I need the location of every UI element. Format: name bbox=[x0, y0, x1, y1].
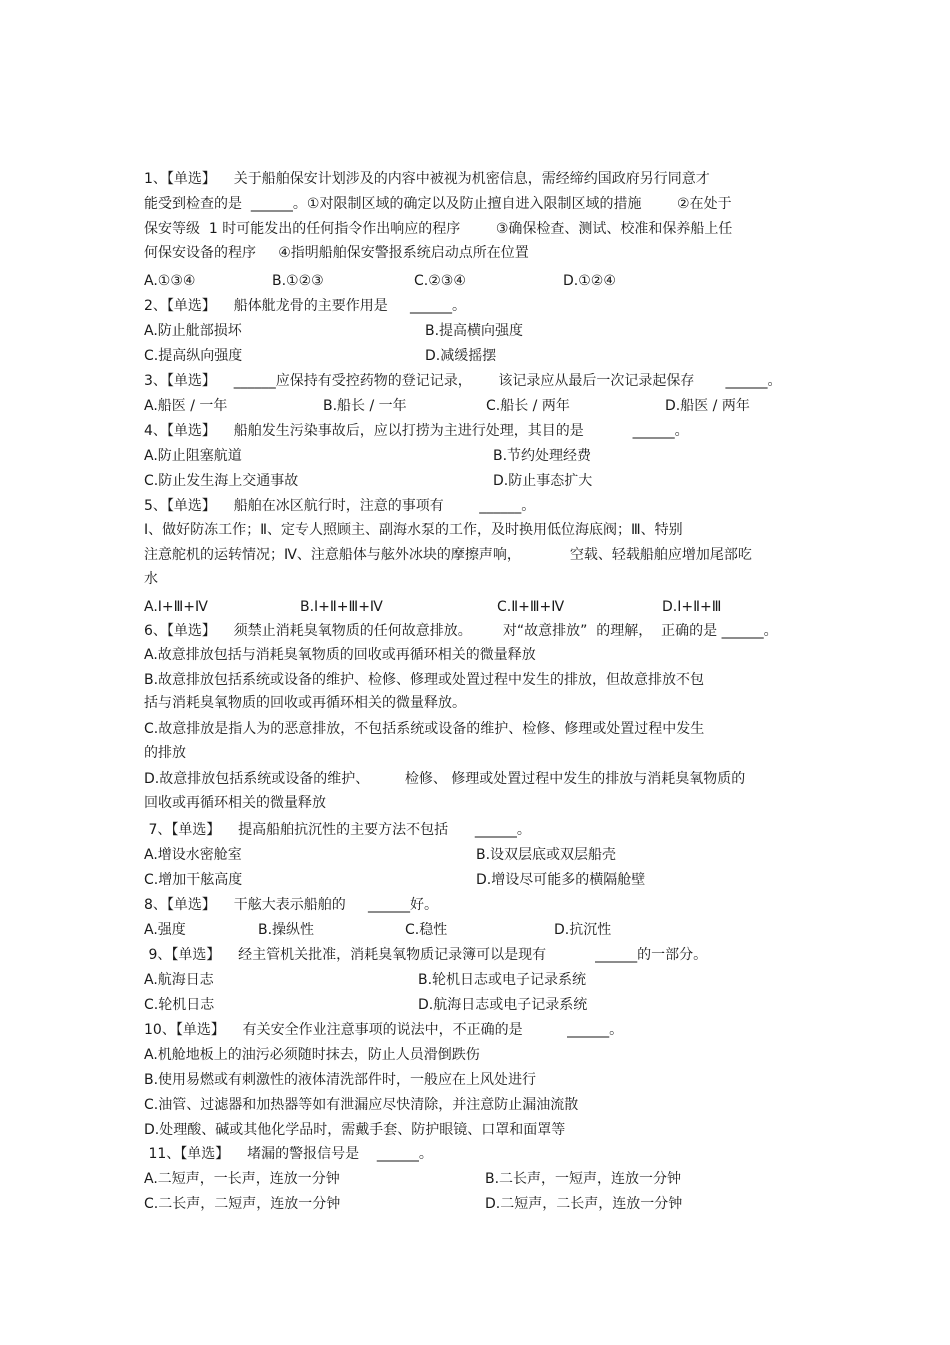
question-6-line-8: 回收或再循环相关的微量释放 bbox=[144, 795, 326, 811]
question-1-line-4: 何保安设备的程序 ④指明船舶保安警报系统启动点所在位置 bbox=[144, 245, 529, 261]
question-6-line-1: 6、【单选】 须禁止消耗臭氧物质的任何故意排放。 对“故意排放” 的理解， 正确的是 ______。 bbox=[144, 623, 778, 639]
question-3-option-c: C.船长 / 两年 bbox=[486, 398, 570, 414]
question-7-line-1: 7、【单选】 提高船舶抗沉性的主要方法不包括 ______。 bbox=[144, 822, 531, 838]
question-2-option-c: C.提高纵向强度 bbox=[144, 348, 243, 364]
question-1-option-b: B.①②③ bbox=[272, 273, 324, 289]
question-5-line-1: 5、【单选】 船舶在冰区航行时，注意的事项有 ______。 bbox=[144, 498, 536, 514]
question-9-line-1: 9、【单选】 经主管机关批准，消耗臭氧物质记录簿可以是现有 ______的一部分。 bbox=[144, 947, 708, 963]
question-5-line-2: Ⅰ、做好防冻工作；Ⅱ、定专人照顾主、副海水泵的工作，及时换用低位海底阀；Ⅲ、特别 bbox=[144, 522, 683, 538]
question-9-option-a: A.航海日志 bbox=[144, 972, 214, 988]
question-1-option-d: D.①②④ bbox=[563, 273, 616, 289]
question-4-option-d: D.防止事态扩大 bbox=[493, 473, 593, 489]
question-6-line-6: 的排放 bbox=[144, 745, 186, 761]
question-11-option-a: A.二短声，一长声，连放一分钟 bbox=[144, 1171, 340, 1187]
question-3-option-a: A.船医 / 一年 bbox=[144, 398, 228, 414]
question-1-line-1: 1、【单选】 关于船舶保安计划涉及的内容中被视为机密信息，需经缔约国政府另行同意才 bbox=[144, 171, 710, 187]
question-4-option-a: A.防止阻塞航道 bbox=[144, 448, 242, 464]
question-4-option-b: B.节约处理经费 bbox=[493, 448, 592, 464]
question-11-option-d: D.二短声，二长声，连放一分钟 bbox=[485, 1196, 683, 1212]
question-7-option-b: B.设双层底或双层船壳 bbox=[476, 847, 617, 863]
question-8-option-a: A.强度 bbox=[144, 922, 186, 938]
question-5-option-b: B.Ⅰ+Ⅱ+Ⅲ+Ⅳ bbox=[300, 599, 383, 615]
question-8-line-1: 8、【单选】 干舷大表示船舶的 ______好。 bbox=[144, 897, 438, 913]
question-10-line-2: A.机舱地板上的油污必须随时抹去，防止人员滑倒跌伤 bbox=[144, 1047, 480, 1063]
question-6-line-7: D.故意排放包括系统或设备的维护、 检修、 修理或处置过程中发生的排放与消耗臭氧物质的 bbox=[144, 771, 746, 787]
question-7-option-c: C.增加干舷高度 bbox=[144, 872, 243, 888]
question-7-option-a: A.增设水密舱室 bbox=[144, 847, 242, 863]
question-11-option-b: B.二长声，一短声，连放一分钟 bbox=[485, 1171, 682, 1187]
question-10-line-3: B.使用易燃或有刺激性的液体清洗部件时，一般应在上风处进行 bbox=[144, 1072, 537, 1088]
question-1-line-2: 能受到检查的是 ______。①对限制区域的确定以及防止擅自进入限制区域的措施 ②在处于 bbox=[144, 196, 732, 212]
question-6-line-5: C.故意排放是指人为的恶意排放，不包括系统或设备的维护、检修、修理或处置过程中发生 bbox=[144, 721, 705, 737]
question-1-option-c: C.②③④ bbox=[414, 273, 466, 289]
question-6-line-3: B.故意排放包括系统或设备的维护、检修、修理或处置过程中发生的排放，但故意排放不包 bbox=[144, 672, 705, 688]
question-2-option-b: B.提高横向强度 bbox=[425, 323, 524, 339]
question-8-option-c: C.稳性 bbox=[405, 922, 448, 938]
question-9-option-c: C.轮机日志 bbox=[144, 997, 215, 1013]
question-6-line-2: A.故意排放包括与消耗臭氧物质的回收或再循环相关的微量释放 bbox=[144, 647, 536, 663]
question-3-line-1: 3、【单选】 ______应保持有受控药物的登记记录， 该记录应从最后一次记录起保存 ______。 bbox=[144, 373, 782, 389]
question-4-option-c: C.防止发生海上交通事故 bbox=[144, 473, 299, 489]
question-5-option-a: A.Ⅰ+Ⅲ+Ⅳ bbox=[144, 599, 208, 615]
question-5-line-4: 水 bbox=[144, 571, 158, 587]
question-6-line-4: 括与消耗臭氧物质的回收或再循环相关的微量释放。 bbox=[144, 695, 466, 711]
question-5-line-3: 注意舵机的运转情况；Ⅳ、注意船体与舷外冰块的摩擦声响， 空载、轻载船舶应增加尾部吃 bbox=[144, 547, 752, 563]
question-1-option-a: A.①③④ bbox=[144, 273, 196, 289]
question-8-option-d: D.抗沉性 bbox=[554, 922, 612, 938]
question-3-option-b: B.船长 / 一年 bbox=[323, 398, 407, 414]
question-10-line-5: D.处理酸、碱或其他化学品时，需戴手套、防护眼镜、口罩和面罩等 bbox=[144, 1122, 566, 1138]
question-2-option-d: D.减缓摇摆 bbox=[425, 348, 497, 364]
question-11-line-1: 11、【单选】 堵漏的警报信号是 ______。 bbox=[144, 1146, 433, 1162]
question-10-line-1: 10、【单选】 有关安全作业注意事项的说法中，不正确的是 ______。 bbox=[144, 1022, 624, 1038]
question-9-option-b: B.轮机日志或电子记录系统 bbox=[418, 972, 587, 988]
question-9-option-d: D.航海日志或电子记录系统 bbox=[418, 997, 588, 1013]
question-5-option-d: D.Ⅰ+Ⅱ+Ⅲ bbox=[662, 599, 722, 615]
question-10-line-4: C.油管、过滤器和加热器等如有泄漏应尽快清除，并注意防止漏油流散 bbox=[144, 1097, 579, 1113]
question-1-line-3: 保安等级 1 时可能发出的任何指令作出响应的程序 ③确保检查、测试、校准和保养船上任 bbox=[144, 221, 733, 237]
question-2-line-1: 2、【单选】 船体舭龙骨的主要作用是 ______。 bbox=[144, 298, 466, 314]
question-4-line-1: 4、【单选】 船舶发生污染事故后，应以打捞为主进行处理，其目的是 ______。 bbox=[144, 423, 689, 439]
question-3-option-d: D.船医 / 两年 bbox=[665, 398, 750, 414]
question-2-option-a: A.防止舭部损坏 bbox=[144, 323, 242, 339]
question-5-option-c: C.Ⅱ+Ⅲ+Ⅳ bbox=[497, 599, 565, 615]
question-8-option-b: B.操纵性 bbox=[258, 922, 315, 938]
question-11-option-c: C.二长声，二短声，连放一分钟 bbox=[144, 1196, 341, 1212]
question-7-option-d: D.增设尽可能多的横隔舱壁 bbox=[476, 872, 646, 888]
